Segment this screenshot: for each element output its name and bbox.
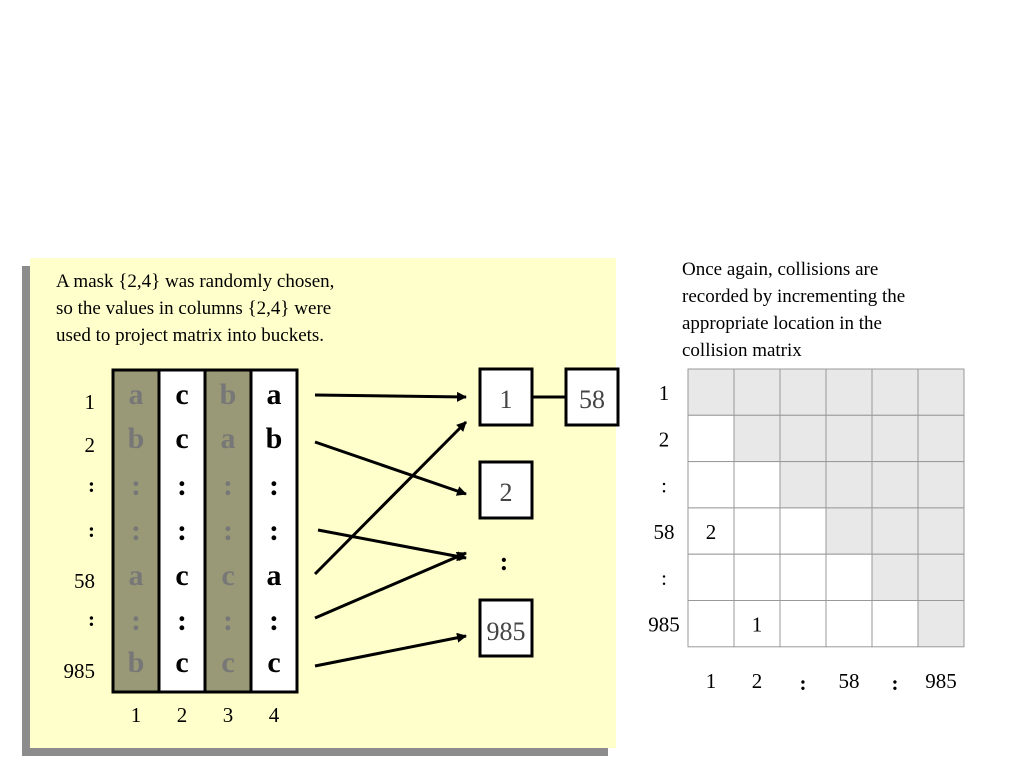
collision-matrix [648, 369, 964, 695]
column-label: 4 [268, 703, 280, 727]
collision-cell [918, 462, 964, 508]
collision-col-label: : [891, 671, 899, 695]
collision-row-label: 985 [648, 612, 680, 637]
row-label: : [88, 473, 95, 497]
row-label: 1 [84, 390, 95, 414]
matrix-cell: : [223, 514, 233, 547]
bucket-985-label: 985 [486, 617, 526, 646]
matrix-cell: : [269, 469, 279, 502]
matrix-cell: c [267, 646, 281, 679]
collision-cell [918, 601, 964, 647]
collision-cell [826, 508, 872, 554]
collision-cell [734, 415, 780, 461]
collision-cell [872, 369, 918, 415]
collision-cell [688, 554, 734, 600]
projection-arrows [315, 395, 466, 666]
arrow-row1-to-bucket1 [315, 395, 466, 397]
collision-col-label: : [799, 671, 807, 695]
collision-cell [688, 415, 734, 461]
collision-cell [826, 462, 872, 508]
collision-cell [688, 601, 734, 647]
matrix-cell: : [131, 469, 141, 502]
collision-cell [826, 554, 872, 600]
arrow-rowdots2-to-ellipsis [315, 553, 466, 618]
collision-col-label: 2 [751, 669, 763, 693]
collision-cell [918, 508, 964, 554]
matrix-cell: : [223, 604, 233, 637]
matrix-cell: : [269, 514, 279, 547]
collision-cell [826, 415, 872, 461]
matrix-cell: a [220, 422, 236, 455]
matrix-cell: : [131, 514, 141, 547]
matrix-cell: : [269, 604, 279, 637]
collision-col-label: 58 [838, 669, 860, 693]
collision-row-label: 58 [653, 519, 675, 544]
row-label: : [88, 518, 95, 542]
matrix-cell: c [221, 559, 235, 592]
collision-cell [734, 554, 780, 600]
bucket-58-label: 58 [579, 385, 605, 414]
column-label: 1 [130, 703, 142, 727]
data-matrix [64, 370, 298, 727]
row-label: 2 [84, 433, 95, 457]
matrix-cell: b [127, 422, 145, 455]
collision-cell [780, 369, 826, 415]
collision-row-label: : [661, 473, 667, 498]
collision-count: 1 [751, 612, 763, 637]
collision-cell [826, 369, 872, 415]
collision-cell [872, 554, 918, 600]
collision-col-label: 985 [925, 669, 957, 693]
matrix-cell: c [175, 559, 189, 592]
collision-cell [688, 462, 734, 508]
collision-row-label: : [661, 566, 667, 591]
collision-cell [872, 462, 918, 508]
collision-cell [872, 601, 918, 647]
collision-cell [780, 462, 826, 508]
matrix-cell: a [266, 378, 282, 411]
buckets [480, 369, 618, 656]
collision-cell [872, 508, 918, 554]
arrow-rowdots-to-ellipsis [318, 530, 466, 558]
matrix-cell: : [131, 604, 141, 637]
collision-row-label: 1 [658, 381, 670, 405]
collision-cell [780, 508, 826, 554]
collision-note: Once again, collisions are recorded by incrementing the appropriate location in the collision matrix [682, 259, 906, 361]
matrix-cell: c [175, 378, 189, 411]
matrix-cell: : [177, 514, 187, 547]
collision-cell [734, 462, 780, 508]
bucket-1-label: 1 [499, 385, 513, 414]
arrow-row58-to-bucket1 [315, 422, 466, 574]
matrix-cell: a [128, 559, 144, 592]
collision-cell [688, 369, 734, 415]
collision-cell [918, 554, 964, 600]
matrix-cell: c [175, 646, 189, 679]
collision-col-label: 1 [705, 669, 717, 693]
bucket-ellipsis: : [499, 547, 509, 576]
matrix-cell: : [177, 604, 187, 637]
collision-row-label: 2 [658, 427, 670, 452]
arrow-row2-to-bucket2 [315, 442, 466, 494]
mask-caption: A mask {2,4} was randomly chosen, so the values in columns {2,4} were used to project matrix into buckets. [56, 271, 335, 346]
arrow-row985-to-bucket3 [315, 636, 466, 666]
column-label: 2 [176, 703, 188, 727]
matrix-cell: b [127, 646, 145, 679]
matrix-cell: : [223, 469, 233, 502]
collision-cell [780, 554, 826, 600]
collision-cell [734, 369, 780, 415]
matrix-cell: b [265, 422, 283, 455]
collision-cell [780, 415, 826, 461]
collision-count: 2 [705, 519, 717, 544]
collision-cell [734, 508, 780, 554]
bucket-2-label: 2 [499, 478, 513, 507]
matrix-cell: b [219, 378, 237, 411]
column-label: 3 [222, 703, 234, 727]
collision-cell [918, 415, 964, 461]
collision-cell [826, 601, 872, 647]
matrix-cell: : [177, 469, 187, 502]
row-label: 985 [63, 659, 95, 683]
matrix-cell: c [221, 646, 235, 679]
collision-cell [918, 369, 964, 415]
collision-cell [780, 601, 826, 647]
matrix-cell: a [266, 559, 282, 592]
row-label: 58 [74, 569, 95, 593]
matrix-cell: a [128, 378, 144, 411]
matrix-cell: c [175, 422, 189, 455]
collision-cell [872, 415, 918, 461]
row-label: : [88, 607, 95, 631]
